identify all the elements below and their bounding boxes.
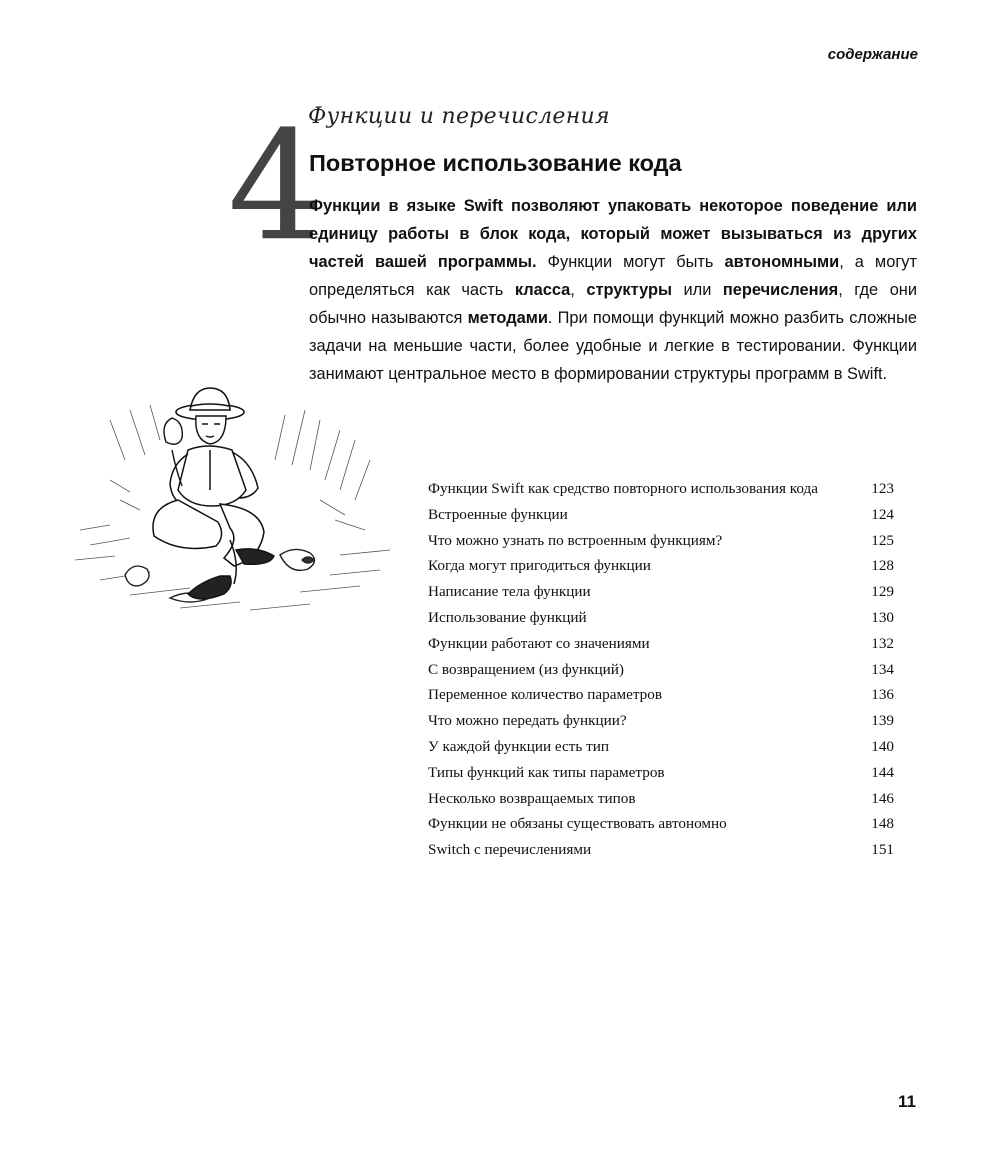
intro-term: перечисления	[722, 281, 839, 299]
toc-entry[interactable]	[428, 550, 894, 576]
toc-entry-page: 140	[871, 737, 894, 755]
toc-entry[interactable]	[428, 679, 894, 705]
toc-entry-page: 146	[871, 789, 894, 807]
intro-term: структуры	[586, 281, 672, 299]
toc-entry-title: Типы функций как типы параметров	[428, 763, 665, 781]
toc-entry-title: У каждой функции есть тип	[428, 737, 610, 755]
chapter-script-title: Функции и перечисления	[308, 104, 610, 129]
running-head: содержание	[827, 46, 918, 63]
toc-entry-page: 139	[871, 712, 894, 730]
toc-entry-page: 128	[871, 557, 894, 575]
intro-text: , где они обычно называются	[309, 281, 918, 327]
intro-text: Функции могут быть	[536, 253, 725, 271]
toc-entry[interactable]	[428, 808, 894, 834]
toc-entry-page: 125	[871, 531, 894, 549]
toc-entry[interactable]	[428, 833, 894, 859]
toc-entry[interactable]	[428, 730, 894, 756]
intro-term: автономными	[724, 253, 840, 271]
toc-entry-title: Switch с перечислениями	[428, 841, 592, 859]
toc-entry[interactable]	[428, 601, 894, 627]
page-number: 11	[898, 1092, 916, 1111]
toc-entry-page: 134	[871, 660, 894, 678]
toc-entry-title: Переменное количество параметров	[428, 686, 663, 704]
toc-entry-page: 132	[871, 634, 894, 652]
toc-entry-title: Использование функций	[428, 608, 587, 626]
toc-entry-page: 129	[871, 583, 894, 601]
toc-entry-page: 136	[871, 686, 894, 704]
toc-entry-title: Функции Swift как средство повторного использования кода	[428, 480, 818, 497]
toc-entry[interactable]	[428, 524, 894, 550]
toc-entry[interactable]	[428, 575, 894, 601]
intro-text: или	[671, 281, 723, 299]
toc-entry-page: 148	[871, 815, 894, 833]
intro-text: ,	[570, 281, 587, 299]
toc-entry-title: Написание тела функции	[428, 583, 591, 601]
toc-entry[interactable]	[428, 458, 894, 498]
toc-entry-title: Когда могут пригодиться функции	[428, 557, 651, 575]
table-of-contents	[428, 458, 894, 859]
toc-entry[interactable]	[428, 704, 894, 730]
toc-entry-page: 123	[871, 480, 894, 497]
toc-entry-title: Несколько возвращаемых типов	[428, 789, 636, 807]
toc-entry[interactable]	[428, 498, 894, 524]
toc-entry-title: С возвращением (из функций)	[428, 660, 624, 678]
toc-entry[interactable]	[428, 653, 894, 679]
toc-entry-page: 151	[871, 841, 894, 859]
toc-entry[interactable]	[428, 756, 894, 782]
toc-entry-title: Что можно передать функции?	[428, 712, 627, 730]
toc-entry-title: Функции не обязаны существовать автономно	[428, 815, 727, 833]
intro-lead: Функции в языке Swift позволяют упаковать некоторое поведение или единицу работы в блок кода, который может вызываться из других частей вашей программы.	[309, 197, 917, 271]
toc-entry-title: Функции работают со значениями	[428, 634, 650, 652]
intro-term: методами	[467, 309, 548, 327]
intro-text: . При помощи функций можно разбить сложные задачи на меньшие части, более удобные и легкие в тестировании. Функции занимают центральное место в формировании структуры программ в Swift.	[309, 309, 918, 383]
chapter-intro	[309, 192, 917, 388]
toc-entry[interactable]	[428, 627, 894, 653]
toc-entry-page: 144	[871, 763, 894, 781]
toc-entry-title: Встроенные функции	[428, 505, 568, 523]
toc-entry-page: 130	[871, 608, 894, 626]
chapter-number: 4	[228, 100, 324, 274]
toc-entry[interactable]	[428, 782, 894, 808]
chapter-title: Повторное использование кода	[309, 150, 682, 176]
intro-text: , а могут определяться как часть	[309, 253, 918, 299]
explorer-sitting-illustration-icon	[70, 380, 400, 630]
intro-term: класса	[514, 281, 571, 299]
toc-entry-title: Что можно узнать по встроенным функциям?	[428, 531, 723, 549]
toc-entry-page: 124	[871, 505, 894, 523]
